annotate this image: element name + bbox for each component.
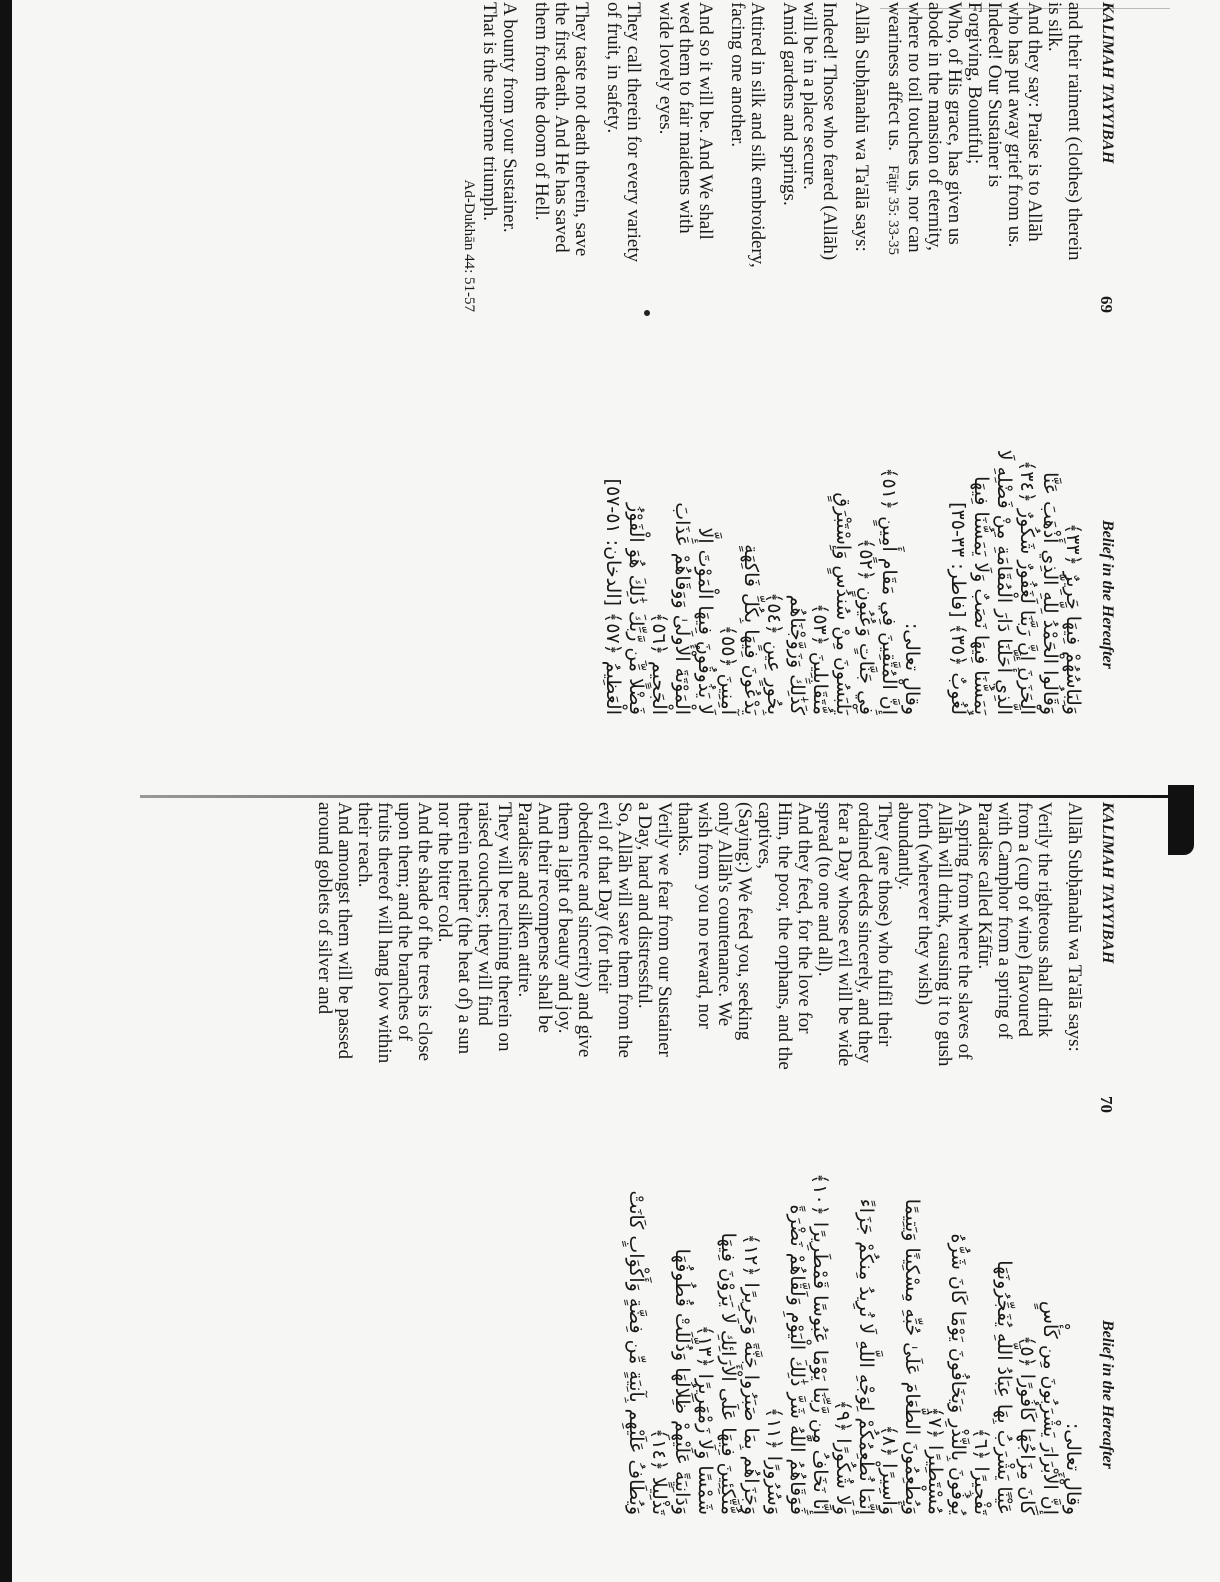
arabic-line: مُّتَّكِئِينَ فِيهَا عَلَى الْأَرَائِكِ لَا يَرَوْنَ فِيهَا xyxy=(717,1232,739,1515)
arabic-line: تَفْجِيرًا ﴿٦﴾ xyxy=(970,1427,992,1515)
arabic-line: الَّذِي أَحَلَّنَا دَارَ الْمُقَامَةِ مِنْ فَضْلِهِ لَا xyxy=(993,449,1015,715)
arabic-line: وَدَانِيَةً عَلَيْهِمْ ظِلَالُهَا وَذُلِّلَتْ قُطُوفُهَا xyxy=(671,1248,693,1515)
page-number: 69 xyxy=(1097,296,1116,313)
section-title: Belief in the Hereafter xyxy=(1099,520,1116,669)
translation-block xyxy=(883,2,1084,352)
text-line: forth (wherever they wish) xyxy=(914,802,935,1006)
text-line: is silk. xyxy=(1044,2,1065,52)
arabic-line: الْمَوْتَةَ الْأُولَىٰ وَوَقَاهُمْ عَذَابَ xyxy=(671,502,693,715)
text-line: obedience and sincerity) and give xyxy=(574,802,595,1058)
text-line: Amid gardens and springs. xyxy=(779,2,800,206)
text-line: They taste not death therein, save xyxy=(571,2,592,257)
gutter-shadow xyxy=(1168,785,1194,855)
text-line: weariness affect us. xyxy=(884,2,905,151)
text-line: Allāh Subḥānahū wa Ta'ālā says: xyxy=(1064,802,1085,1052)
bullet-mark xyxy=(644,310,650,316)
text-line: Allāh will drink, causing it to gush xyxy=(934,802,955,1067)
arabic-line: لُغُوبٌ ﴿٣٥﴾ [فاطر: ٣٣-٣٥] xyxy=(947,502,969,715)
text-line: And amongst them will be passed xyxy=(334,802,355,1059)
paragraph-gap xyxy=(871,2,883,352)
arabic-line: إِنَّ الْأَبْرَارَ يَشْرَبُونَ مِن كَأْسٍ xyxy=(1039,1300,1061,1515)
text-line xyxy=(1054,802,1064,1162)
verse-reference: Fāṭir 35: 33-35 xyxy=(885,164,901,255)
text-line: facing one another. xyxy=(727,2,748,148)
text-line: Paradise and silken attire. xyxy=(514,802,535,998)
arabic-line: فِي جَنَّاتٍ وَعُيُونٍ ﴿٥٢﴾ xyxy=(855,538,877,715)
translation-block xyxy=(531,2,591,352)
text-line: They will be reclining therein on xyxy=(494,802,515,1052)
text-line: nor the bitter cold. xyxy=(434,802,455,943)
text-line: Forgiving, Bountiful; xyxy=(964,2,985,165)
arabic-line: عَيْنًا يَشْرَبُ بِهَا عِبَادُ اللَّهِ يُفَجِّرُونَهَا xyxy=(993,1260,1015,1515)
arabic-line: مُّتَقَابِلِينَ ﴿٥٣﴾ xyxy=(809,603,831,715)
arabic-line: وَلِبَاسُهُمْ فِيهَا حَرِيرٌ ﴿٣٣﴾ xyxy=(1062,523,1084,715)
text-line: And so it will be. And We shall xyxy=(695,2,716,240)
text-line: (Saying:) We feed you, seeking xyxy=(734,802,755,1041)
running-title: KALIMAH TAYYIBAH xyxy=(1099,802,1116,964)
text-line: fruits thereof will hang low within xyxy=(374,802,395,1064)
arabic-line: يَلْبَسُونَ مِنْ سُندُسٍ وَإِسْتَبْرَقٍ xyxy=(832,492,854,715)
text-line: Verily we fear from our Sustainer xyxy=(654,802,675,1057)
paragraph-gap xyxy=(643,2,655,352)
arabic-text-column xyxy=(624,1155,1084,1515)
arabic-line: إِنَّمَا نُطْعِمُكُمْ لِوَجْهِ اللَّهِ لَا نُرِيدُ مِنكُمْ جَزَاءً xyxy=(855,1198,877,1515)
text-line: They (are those) who fulfil their xyxy=(874,802,895,1047)
arabic-line: تَذْلِيلًا ﴿١٤﴾ xyxy=(648,1428,670,1515)
page-header xyxy=(1090,800,1120,1520)
text-line: who has put away grief from us. xyxy=(1004,2,1025,248)
arabic-line: وَقَالُوا الْحَمْدُ لِلَّهِ الَّذِي أَذْهَبَ عَنَّا xyxy=(1039,472,1061,715)
arabic-line: إِنَّ الْمُتَّقِينَ فِي مَقَامٍ أَمِينٍ ﴿٥١﴾ xyxy=(878,467,900,715)
paragraph-gap xyxy=(715,2,727,352)
text-line: ordained deeds sincerely, and they xyxy=(854,802,875,1063)
text-line: abode in the mansion of eternity, xyxy=(924,2,945,251)
text-line: around goblets of silver and xyxy=(314,802,335,1015)
text-line: only Allāh's countenance. We xyxy=(714,802,735,1027)
arabic-line xyxy=(923,360,946,715)
page-69 xyxy=(20,0,1120,720)
arabic-line: يُوفُونَ بِالنَّذْرِ وَيَخَافُونَ يَوْمًا كَانَ شَرُّهُ xyxy=(947,1233,969,1515)
text-line: wide lovely eyes. xyxy=(655,2,676,135)
paragraph-gap xyxy=(767,2,779,352)
arabic-line: وَيُطَافُ عَلَيْهِم بِآنِيَةٍ مِّن فِضَّةٍ وَأَكْوَابٍ كَانَتْ xyxy=(625,1190,647,1515)
arabic-line: وَسُرُورًا ﴿١١﴾ xyxy=(763,1407,785,1515)
translation-block xyxy=(603,2,643,352)
text-line: the first death. And He has saved xyxy=(551,2,572,253)
text-line: They call therein for every variety xyxy=(623,2,644,263)
verse-reference: Ad-Dukhān 44: 51-57 xyxy=(461,179,477,312)
text-line: from a (cup of wine) flavoured xyxy=(1014,802,1035,1037)
text-line: with Camphor from a spring of xyxy=(994,802,1015,1039)
translation-block xyxy=(459,2,519,352)
arabic-line: بِحُورٍ عِينٍ ﴿٥٤﴾ xyxy=(763,592,785,715)
page-header xyxy=(1090,0,1120,720)
text-line: Allāh Subḥānahū wa Ta'ālā says: xyxy=(851,2,872,252)
arabic-line: كَذَٰلِكَ وَزَوَّجْنَاهُم xyxy=(786,594,808,715)
arabic-line: وَيُطْعِمُونَ الطَّعَامَ عَلَىٰ حُبِّهِ مِسْكِينًا وَيَتِيمًا xyxy=(901,1198,923,1515)
text-line: Indeed! Our Sustainer is xyxy=(984,2,1005,188)
arabic-line: مُسْتَطِيرًا ﴿٧﴾ xyxy=(924,1406,946,1515)
text-line: of fruit, in safety. xyxy=(603,2,624,134)
text-line: Verily the righteous shall drink xyxy=(1034,802,1055,1038)
english-translation-column xyxy=(314,802,1084,1162)
arabic-line: الْحَزَنَ إِنَّ رَبَّنَا لَغَفُورٌ شَكُورٌ ﴿٣٤﴾ xyxy=(1016,460,1038,715)
text-line: A bounty from your Sustainer. xyxy=(499,2,520,233)
text-line: spread (to one and all). xyxy=(814,802,835,977)
text-line: And their recompense shall be xyxy=(534,802,555,1034)
text-line: Indeed! Those who feared (Allāh) xyxy=(819,2,840,261)
arabic-line: الْجَحِيمِ ﴿٥٦﴾ xyxy=(648,612,670,715)
arabic-line: كَانَ مِزَاجُهَا كَافُورًا ﴿٥﴾ xyxy=(1016,1335,1038,1515)
paragraph-gap xyxy=(839,2,851,352)
translation-block xyxy=(851,2,871,352)
arabic-line: الْعَظِيمُ ﴿٥٧﴾ [الدخان: ٥١-٥٧] xyxy=(602,478,624,715)
arabic-line: آمِنِينَ ﴿٥٥﴾ xyxy=(717,624,739,715)
translation-block xyxy=(655,2,715,352)
text-line: their reach. xyxy=(354,802,375,888)
text-line: and their raiment (clothes) therein xyxy=(1064,2,1085,261)
section-title: Belief in the Hereafter xyxy=(1099,1320,1116,1469)
arabic-line: وَأَسِيرًا ﴿٨﴾ xyxy=(878,1424,900,1515)
text-line: That is the supreme triumph. xyxy=(479,2,500,221)
text-line: fear a Day whose evil will be wide xyxy=(834,802,855,1067)
text-line: where no toil touches us, nor can xyxy=(904,2,925,253)
text-line: will be in a place secure. xyxy=(799,2,820,190)
text-line: evil of that Day (for their xyxy=(594,802,615,994)
text-line: them a light of beauty and joy. xyxy=(554,802,575,1034)
text-line: A spring from where the slaves of xyxy=(954,802,975,1060)
translation-block xyxy=(779,2,839,352)
book-binding-edge xyxy=(0,0,12,1582)
arabic-line: وقال تعالى: xyxy=(1062,1422,1084,1515)
arabic-line: يَدْعُونَ فِيهَا بِكُلِّ فَاكِهَةٍ xyxy=(740,544,762,715)
text-line: And they feed, for the love for xyxy=(794,802,815,1034)
running-title: KALIMAH TAYYIBAH xyxy=(1099,2,1116,164)
text-line: therein neither (the heat of) a sun xyxy=(454,802,475,1055)
arabic-line: شَمْسًا وَلَا زَمْهَرِيرًا ﴿١٣﴾ xyxy=(694,1324,716,1515)
arabic-line: لَا يَذُوقُونَ فِيهَا الْمَوْتَ إِلَّا xyxy=(694,527,716,715)
page-70 xyxy=(20,800,1120,1520)
text-line: wed them to fair maidens with xyxy=(675,2,696,234)
text-line: So, Allāh will save them from the xyxy=(614,802,635,1058)
text-line: them from the doom of Hell. xyxy=(531,2,552,221)
text-line: a Day, hard and distressful. xyxy=(634,802,655,1009)
arabic-line: فَضْلًا مِّن رَّبِّكَ ذَٰلِكَ هُوَ الْفَوْزُ xyxy=(625,503,647,715)
arabic-line: وقال تعالى: xyxy=(901,622,923,715)
text-line: Him, the poor, the orphans, and the xyxy=(774,802,795,1070)
text-line: abundantly. xyxy=(894,802,915,890)
arabic-text-column xyxy=(601,360,1084,715)
text-line: wish from you no reward, nor xyxy=(694,802,715,1029)
text-line: raised couches; they will find xyxy=(474,802,495,1026)
page-number: 70 xyxy=(1097,1096,1116,1113)
book-gutter xyxy=(140,795,1180,798)
text-line: upon them; and the branches of xyxy=(394,802,415,1042)
text-line: And they say: Praise is to Allāh xyxy=(1024,2,1045,242)
arabic-line: وَجَزَاهُم بِمَا صَبَرُوا جَنَّةً وَحَرِيرًا ﴿١٢﴾ xyxy=(740,1233,762,1515)
translation-block xyxy=(727,2,767,352)
text-line: Attired in silk and silk embroidery, xyxy=(747,2,768,268)
arabic-line: فَوَقَاهُمُ اللَّهُ شَرَّ ذَٰلِكَ الْيَوْمِ وَلَقَّاهُمْ نَضْرَةً xyxy=(786,1204,808,1515)
arabic-line: إِنَّا نَخَافُ مِن رَّبِّنَا يَوْمًا عَبُوسًا قَمْطَرِيرًا ﴿١٠﴾ xyxy=(809,1173,831,1515)
arabic-line: وَلَا شُكُورًا ﴿٩﴾ xyxy=(832,1399,854,1515)
paragraph-gap xyxy=(591,2,603,352)
paragraph-gap xyxy=(519,2,531,352)
text-line: thanks. xyxy=(674,802,695,857)
arabic-line: يَمَسُّنَا فِيهَا نَصَبٌ وَلَا يَمَسُّنَا فِيهَا xyxy=(970,476,992,715)
text-line: captives, xyxy=(754,802,775,870)
text-line: Paradise called Kāfūr. xyxy=(974,802,995,970)
text-line: Who, of His grace, has given us xyxy=(944,2,965,245)
english-translation-column xyxy=(459,2,1084,352)
text-line: And the shade of the trees is close xyxy=(414,802,435,1062)
